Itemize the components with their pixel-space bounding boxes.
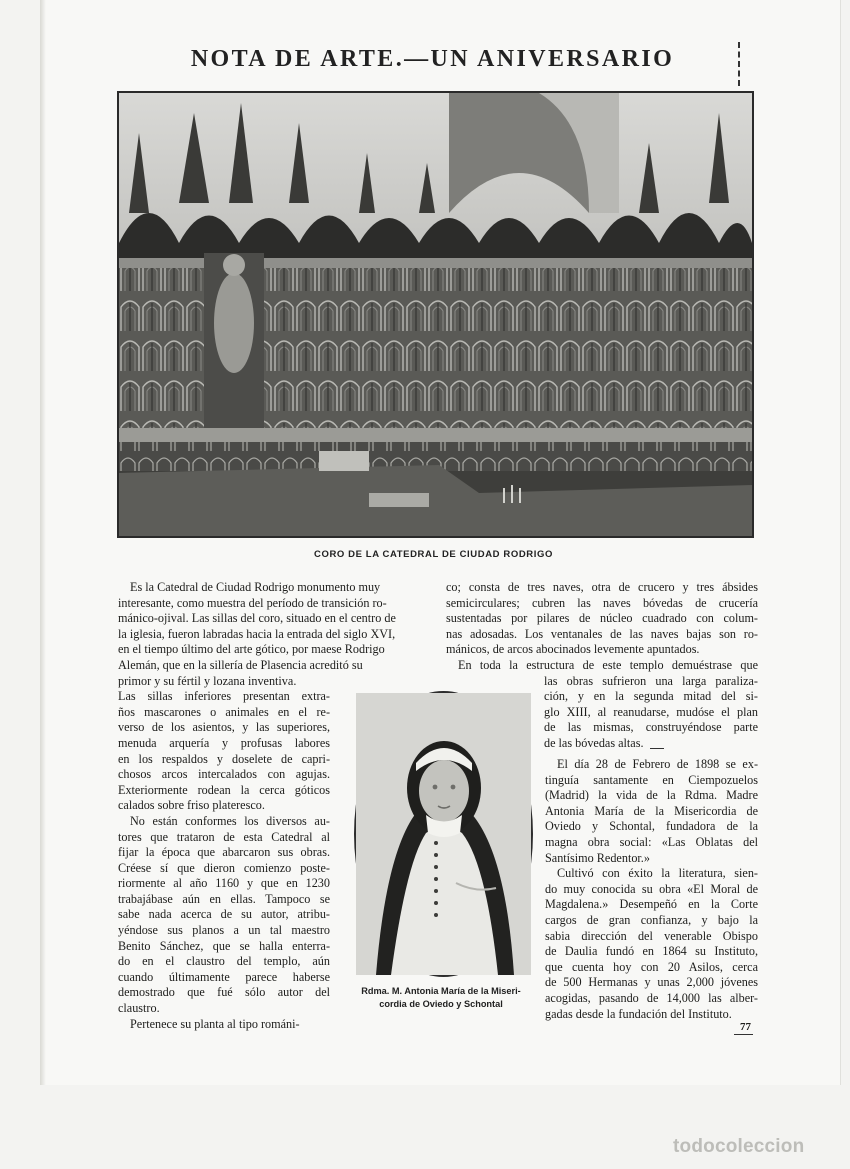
text-line: sabe nada acerca de su autor, atribu- <box>118 907 330 922</box>
text-line: claustro. <box>118 1001 160 1016</box>
text-line: Pertenece su planta al tipo románi- <box>130 1016 300 1031</box>
text-line: Alemán, que en la sillería de Plasencia acreditó su <box>118 657 363 672</box>
text-line: mánico-ojival. Las sillas del coro, situado en el centro de <box>118 611 396 626</box>
text-line: primor y su fértil y lozana inventiva. <box>118 673 297 688</box>
text-line: sustentadas por pilares de núcleo cuadrado con colum- <box>446 611 758 626</box>
text-line: ción, y en la segunda mitad del si- <box>544 689 758 704</box>
watermark-text: todocoleccion <box>673 1136 805 1157</box>
text-line: calados sobre friso plateresco. <box>118 798 265 813</box>
text-line: cargos de gran confianza, y bajo la <box>545 912 758 927</box>
text-line: demostrado que fué sólo autor del <box>118 985 330 1000</box>
text-line: gadas desde la fundación del Instituto. <box>545 1006 732 1021</box>
text-line: Oviedo y Schontal, fundadora de la <box>545 819 758 834</box>
text-line: las obras sufrieron una larga paraliza- <box>544 673 758 688</box>
text-line: en el tiempo último del arte gótico, por maese Rodrigo <box>118 642 385 657</box>
text-line: chosos arcos intercalados con agujas. <box>118 767 330 782</box>
text-line: de 500 Hermanas y unas 2,000 jóvenes <box>545 975 758 990</box>
text-line: verso de los asientos, y las superiores, <box>118 720 330 735</box>
page-number: 77 <box>734 1021 753 1035</box>
section-divider <box>650 748 664 749</box>
text-line: menuda arquería y profusas labores <box>118 735 330 750</box>
text-line: interesante, como muestra del período de transición ro- <box>118 595 387 610</box>
portrait-caption-line: cordia de Oviedo y Schontal <box>379 999 503 1009</box>
page-fold-shadow <box>40 0 46 1085</box>
portrait-caption-line: Rdma. M. Antonia María de la Miseri- <box>361 986 521 996</box>
text-line: Benito Sánchez, que se halla enterra- <box>118 938 330 953</box>
text-line: co; consta de tres naves, otra de crucero y tres ábsides <box>446 580 758 594</box>
text-line: de las bóvedas altas. <box>544 735 644 750</box>
text-line: Las sillas inferiores presentan extra- <box>118 689 330 704</box>
text-line: Santísimo Redentor.» <box>545 850 650 865</box>
photo-caption: CORO DE LA CATEDRAL DE CIUDAD RODRIGO <box>314 549 553 560</box>
text-line: fijar la época que abarcaron sus obras. <box>118 845 330 860</box>
text-line: Magdalena.» Desempeñó en la Corte <box>545 897 758 912</box>
text-line: Cultivó con éxito la literatura, sien- <box>557 866 758 881</box>
text-line: trabajábase aún en ellas. Tampoco se <box>118 891 330 906</box>
text-line: Exteriormente rodean la cerca góticos <box>118 782 330 797</box>
text-line: tinguía santamente en Ciempozuelos <box>545 772 758 787</box>
text-line: No están conformes los diversos au- <box>130 813 330 828</box>
text-line: (Madrid) la vida de la Rdma. Madre <box>545 788 758 803</box>
cut-mark <box>738 42 742 86</box>
text-line: mánicos, de arcos abocinados levemente apuntados. <box>446 642 700 657</box>
text-line: en los respaldos y doselete de capri- <box>118 751 330 766</box>
nun-portrait-illustration <box>356 693 531 975</box>
text-line: ños mascarones o animales en el re- <box>118 704 330 719</box>
text-line: do en el claustro del templo, aún <box>118 954 330 969</box>
text-line: Es la Catedral de Ciudad Rodrigo monumento muy <box>130 580 381 594</box>
text-line: cuando últimamente parece haberse <box>118 969 330 984</box>
page-title: NOTA DE ARTE.—UN ANIVERSARIO <box>190 46 675 72</box>
text-line: En toda la estructura de este templo demuéstrase que <box>458 657 758 672</box>
text-line: de Daulia fundó en 1864 su Instituto, <box>545 944 758 959</box>
text-line: semicirculares; cubren las naves bóvedas de crucería <box>446 595 758 610</box>
text-line: riormente al año 1160 y que en 1230 <box>118 876 330 891</box>
choir-stalls-photograph <box>117 91 754 538</box>
text-line: Créese sí que dieron comienzo poste- <box>118 860 330 875</box>
text-line: yéndose sus planos a un tal maestro <box>118 923 330 938</box>
portrait-photograph <box>354 691 533 977</box>
text-line: sabia dirección del venerable Obispo <box>545 928 758 943</box>
text-line: acogidas, pasando de 14,000 las alber- <box>545 990 758 1005</box>
choir-stalls-illustration <box>119 93 752 536</box>
text-line: la iglesia, fueron labradas hacia la entrada del siglo XVI, <box>118 626 396 641</box>
text-line: El día 28 de Febrero de 1898 se ex- <box>557 757 758 771</box>
text-line: tores que trataron de esta Catedral al <box>118 829 330 844</box>
article-column-right-bottom <box>545 757 758 1022</box>
article-column-left <box>118 580 396 1032</box>
text-line: glo XIII, al reanudarse, mudóse el plan <box>544 704 758 719</box>
text-line: magna obra social: «Las Oblatas del <box>545 834 758 849</box>
portrait-caption <box>345 985 537 1011</box>
text-line: do muy conocida su obra «El Moral de <box>545 881 758 896</box>
text-line: de las mismas, construyéndose parte <box>544 720 758 735</box>
text-line: Antonia María de la Misericordia de <box>545 803 758 818</box>
text-line: nas adosadas. Los ventanales de las naves bajas son ro- <box>446 626 758 641</box>
text-line: que cuenta hoy con 20 Asilos, cerca <box>545 959 758 974</box>
